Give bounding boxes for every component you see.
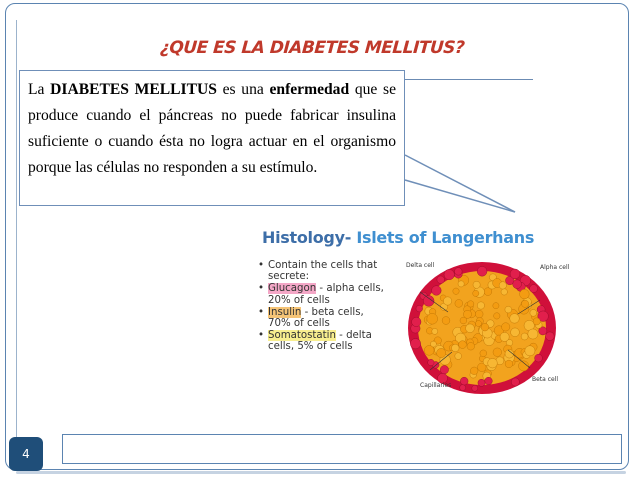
islet-cell [502,323,510,331]
islet-cell [459,341,467,349]
islet-cell [455,353,462,360]
callout-term: DIABETES MELLITUS [50,81,217,98]
islet-cell [480,350,487,357]
islet-cell [505,360,513,368]
islet-cell [530,310,537,317]
islet-cell [458,281,464,287]
histology-title-highlight: Islets of Langerhans [356,228,535,247]
islet-cell [511,328,520,337]
islet-cell [513,280,522,289]
bullet-item [258,283,384,305]
page-number-badge: 4 [9,437,43,471]
islet-cell [510,314,520,324]
bullet-item [258,330,384,352]
bullet-tag: Glucagon [268,283,317,295]
islet-cell [470,367,478,375]
islet-cell [453,288,459,294]
islet-cell [521,333,528,340]
islet-cell [440,366,448,374]
islet-cell [428,359,434,365]
islet-cell [455,268,463,276]
callout-mid: es una [216,81,270,98]
bullet-item [258,307,384,329]
label-capillaries: Capillaries [420,382,452,389]
histology-title-prefix: Histology- [262,228,357,247]
islet-cell [511,378,519,386]
islet-cell [494,313,500,319]
islet-cell [525,346,535,356]
islet-cell [437,348,446,357]
bullet-text: - delta cells, 5% of cells [268,330,372,353]
islet-cell [501,289,507,295]
islet-cell [437,276,445,284]
islet-cell [535,354,543,362]
label-beta-cell: Beta cell [532,376,559,383]
islet-cell [546,332,555,341]
bullet-text: - beta cells, 70% of cells [268,306,364,330]
islet-cell [416,305,423,312]
label-delta-cell: Delta cell [406,262,435,269]
islet-cell [472,385,478,391]
bullet-text: Contain the cells that secrete: [268,260,378,283]
islet-cell [493,303,499,309]
islet-cell [510,269,520,279]
islet-cell [443,297,451,305]
islet-cell [410,339,420,349]
islet-cell [530,285,538,293]
islet-cell [455,300,463,308]
islet-cell [481,323,489,331]
islet-cell [452,344,460,352]
callout-prefix: La [28,81,51,98]
bullet-tag: Somatostatin [268,330,336,342]
histology-title [262,228,534,247]
islet-cell [477,266,487,276]
islet-cell [444,269,454,279]
islet-cell [520,289,530,299]
islet-cell [505,306,512,313]
definition-callout [19,70,405,206]
islet-cell [476,321,482,327]
histology-bullets [258,260,384,354]
bullet-text: - alpha cells, 20% of cells [268,283,384,306]
islet-cell [499,282,506,289]
islet-cell [528,329,538,339]
islet-cell [460,385,466,391]
islet-cell [427,313,438,324]
islet-cell [533,318,540,325]
islet-cell [466,324,475,333]
islet-cell [442,317,450,325]
islet-cell [475,310,483,318]
islet-cell [432,328,438,334]
callout-rest: que se produce cuando el páncreas no puede fabricar insulina suficiente o cuando ésta no logra actuar en el organismo porque las células no responden a su estímulo. [28,81,396,176]
islet-cell [432,286,442,296]
islet-cell [477,302,484,309]
callout-term2: enfermedad [269,81,350,98]
islet-cell [460,377,468,385]
islet-cell [473,281,480,288]
islet-cell [500,332,509,341]
islet-cell [485,377,493,385]
histology-image [244,218,590,416]
islet-cell [412,317,421,326]
bullet-item [258,260,384,282]
islet-cell [488,358,498,368]
islet-cell [478,379,485,386]
slide-title: ¿QUE ES LA DIABETES MELLITUS? [159,38,466,58]
islet-cell [493,348,502,357]
bullet-tag: Insulin [268,306,302,318]
islet-cell [468,301,474,307]
islet-cell [522,300,529,307]
islet-cell [473,290,479,296]
islet-cell [463,310,471,318]
islet-cell [467,343,475,351]
label-alpha-cell: Alpha cell [540,264,570,271]
islet-cell [424,346,434,356]
footer-bar [62,434,622,464]
